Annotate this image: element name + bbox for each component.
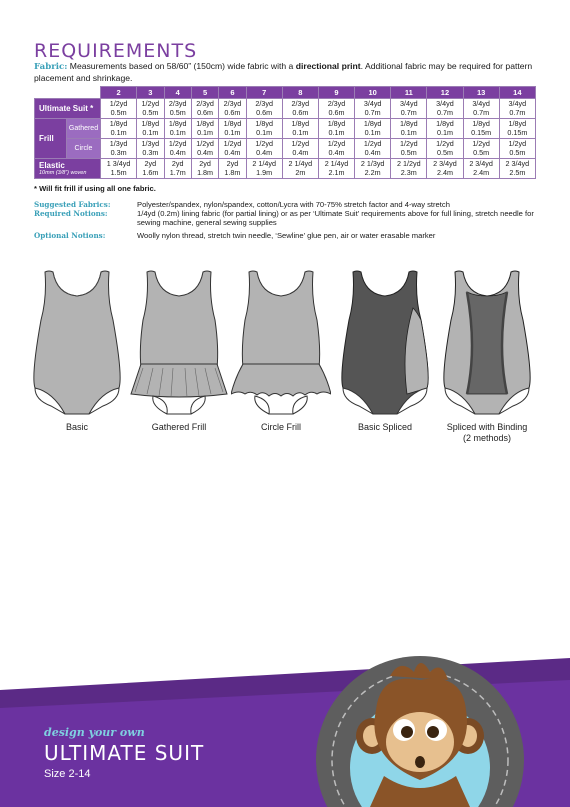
gathered-cell-size-14	[499, 119, 535, 139]
optional-notions-text: Woolly nylon thread, stretch twin needle, ‘Sewline’ glue pen, air or water erasable marker	[137, 231, 436, 240]
imperial-value: 3/4yd	[400, 99, 418, 108]
spliced-binding-illustration	[437, 268, 537, 418]
imperial-value: 1/3yd	[109, 139, 128, 148]
imperial-value: 1/8yd	[327, 119, 346, 128]
imperial-value: 1/2yd	[255, 139, 273, 148]
elastic-cell-size-11	[391, 159, 427, 179]
garment-spliced-binding	[437, 268, 537, 444]
gathered-frill-illustration	[129, 268, 229, 418]
label-spliced-binding	[437, 422, 537, 444]
size-header-5: 5	[191, 87, 218, 99]
ultimate-suit-row	[35, 99, 536, 119]
circle-cell-size-2	[101, 139, 137, 159]
size-header-12: 12	[427, 87, 463, 99]
fabric-label: Fabric:	[34, 62, 68, 72]
metric-value: 0.4m	[224, 147, 241, 157]
imperial-value: 1/2yd	[400, 139, 418, 148]
metric-value: 0.15m	[507, 127, 528, 137]
ultimate-cell-size-14	[499, 99, 535, 119]
metric-value: 0.1m	[110, 127, 127, 137]
metric-value: 1.6m	[142, 167, 159, 177]
ultimate-cell-size-11	[391, 99, 427, 119]
metric-value: 0.7m	[400, 107, 417, 117]
imperial-value: 2/3yd	[168, 99, 187, 108]
imperial-value: 2 3/4yd	[505, 159, 530, 168]
size-header-4: 4	[164, 87, 191, 99]
size-header-11: 11	[391, 87, 427, 99]
imperial-value: 1/2yd	[141, 99, 160, 108]
metric-value: 0.1m	[400, 127, 417, 137]
circle-cell-size-12	[427, 139, 463, 159]
banner-product-name: ULTIMATE SUIT	[44, 741, 205, 765]
metric-value: 0.7m	[509, 107, 526, 117]
imperial-value: 1/8yd	[168, 119, 187, 128]
metric-value: 0.4m	[364, 147, 381, 157]
imperial-value: 2/3yd	[327, 99, 346, 108]
elastic-cell-size-12	[427, 159, 463, 179]
frill-gathered-row	[35, 119, 536, 139]
ultimate-cell-size-9	[318, 99, 354, 119]
imperial-value: 2/3yd	[255, 99, 273, 108]
metric-value: 0.5m	[473, 147, 490, 157]
label-gathered-frill: Gathered Frill	[151, 422, 207, 432]
imperial-value: 1/2yd	[327, 139, 346, 148]
optional-notions-label: Optional Notions:	[34, 231, 106, 240]
garment-illustrations	[25, 268, 545, 458]
banner-size-range: Size 2-14	[44, 768, 91, 780]
imperial-value: 2 1/4yd	[324, 159, 349, 168]
elastic-label: Elastic	[39, 161, 65, 170]
size-header-3: 3	[137, 87, 164, 99]
page-title: REQUIREMENTS	[34, 40, 198, 62]
imperial-value: 2/3yd	[223, 99, 242, 108]
fabric-text-b: . Additional fabric may be required for pattern placement and shrinkage.	[34, 61, 533, 83]
imperial-value: 3/4yd	[363, 99, 382, 108]
circle-cell-size-13	[463, 139, 499, 159]
elastic-cell-size-4	[164, 159, 191, 179]
metric-value: 0.15m	[471, 127, 492, 137]
label-circle-frill: Circle Frill	[261, 422, 301, 432]
elastic-cell-size-5	[191, 159, 218, 179]
ultimate-cell-size-5	[191, 99, 218, 119]
imperial-value: 1/2yd	[363, 139, 382, 148]
label-spliced-binding-line2: (2 methods)	[462, 433, 512, 443]
imperial-value: 1/8yd	[291, 119, 310, 128]
size-header-8: 8	[282, 87, 318, 99]
metric-value: 0.5m	[400, 147, 417, 157]
metric-value: 0.1m	[364, 127, 381, 137]
required-notions-row	[34, 209, 537, 227]
size-header-13: 13	[463, 87, 499, 99]
metric-value: 2m	[295, 167, 306, 177]
metric-value: 0.4m	[292, 147, 309, 157]
basic-suit-illustration	[27, 268, 127, 418]
fabric-text-bold: directional print	[295, 61, 361, 71]
size-header-2: 2	[101, 87, 137, 99]
metric-value: 0.6m	[256, 107, 273, 117]
imperial-value: 1/8yd	[223, 119, 242, 128]
metric-value: 0.1m	[328, 127, 345, 137]
ultimate-cell-size-10	[355, 99, 391, 119]
gathered-cell-size-2	[101, 119, 137, 139]
ultimate-cell-size-6	[219, 99, 246, 119]
metric-value: 0.1m	[436, 127, 453, 137]
metric-value: 0.1m	[292, 127, 309, 137]
imperial-value: 2 1/4yd	[288, 159, 313, 168]
metric-value: 2.3m	[400, 167, 417, 177]
size-header-14: 14	[499, 87, 535, 99]
elastic-cell-size-2	[101, 159, 137, 179]
ultimate-cell-size-3	[137, 99, 164, 119]
metric-value: 1.8m	[197, 167, 214, 177]
imperial-value: 1/2yd	[223, 139, 242, 148]
gathered-cell-size-11	[391, 119, 427, 139]
circle-cell-size-11	[391, 139, 427, 159]
elastic-cell-size-8	[282, 159, 318, 179]
garment-circle-frill	[231, 268, 331, 433]
requirements-table	[34, 86, 536, 179]
suggested-fabrics-row	[34, 200, 537, 209]
imperial-value: 1/2yd	[436, 139, 454, 148]
metric-value: 0.1m	[224, 127, 241, 137]
gathered-cell-size-4	[164, 119, 191, 139]
gathered-cell-size-5	[191, 119, 218, 139]
metric-value: 0.6m	[328, 107, 345, 117]
imperial-value: 2yd	[199, 159, 211, 168]
elastic-sub-label: 10mm (3/8”) woven	[39, 170, 87, 176]
imperial-value: 1/2yd	[291, 139, 310, 148]
ultimate-cell-size-7	[246, 99, 282, 119]
circle-label: Circle	[67, 139, 101, 159]
imperial-value: 1/8yd	[196, 119, 214, 128]
imperial-value: 3/4yd	[436, 99, 454, 108]
ultimate-cell-size-8	[282, 99, 318, 119]
garment-gathered-frill	[129, 268, 229, 433]
circle-cell-size-4	[164, 139, 191, 159]
metric-value: 0.4m	[169, 147, 186, 157]
imperial-value: 2 3/4yd	[469, 159, 493, 168]
metric-value: 0.1m	[142, 127, 159, 137]
imperial-value: 1/8yd	[508, 119, 527, 128]
metric-value: 0.7m	[364, 107, 381, 117]
metric-value: 1.7m	[169, 167, 186, 177]
metric-value: 0.3m	[142, 147, 159, 157]
metric-value: 0.5m	[110, 107, 127, 117]
metric-value: 0.5m	[169, 107, 186, 117]
metric-value: 0.1m	[197, 127, 214, 137]
metric-value: 1.5m	[110, 167, 127, 177]
imperial-value: 1 3/4yd	[106, 159, 131, 168]
metric-value: 0.4m	[197, 147, 214, 157]
circle-cell-size-14	[499, 139, 535, 159]
circle-cell-size-3	[137, 139, 164, 159]
gathered-cell-size-6	[219, 119, 246, 139]
metric-value: 1.9m	[256, 167, 273, 177]
circle-cell-size-10	[355, 139, 391, 159]
size-header-7: 7	[246, 87, 282, 99]
garment-basic	[27, 268, 127, 433]
label-basic-spliced: Basic Spliced	[357, 422, 413, 432]
elastic-cell-size-6	[219, 159, 246, 179]
imperial-value: 1/8yd	[400, 119, 418, 128]
imperial-value: 2yd	[144, 159, 157, 168]
label-spliced-binding-line1: Spliced with Binding	[446, 422, 528, 432]
ultimate-suit-label: Ultimate Suit *	[35, 99, 101, 119]
ultimate-cell-size-13	[463, 99, 499, 119]
required-notions-label: Required Notions:	[34, 209, 108, 218]
elastic-cell-size-9	[318, 159, 354, 179]
metric-value: 0.7m	[473, 107, 490, 117]
imperial-value: 3/4yd	[472, 99, 490, 108]
metric-value: 0.4m	[256, 147, 273, 157]
imperial-value: 2yd	[171, 159, 184, 168]
table-footnote: * Will fit frill if using all one fabric.	[34, 184, 156, 193]
circle-cell-size-6	[219, 139, 246, 159]
frill-circle-row	[35, 139, 536, 159]
imperial-value: 1/8yd	[363, 119, 382, 128]
metric-value: 2.2m	[364, 167, 381, 177]
size-header-10: 10	[355, 87, 391, 99]
fabric-text-a: Measurements based on 58/60” (150cm) wide fabric with a	[67, 61, 296, 71]
gathered-cell-size-8	[282, 119, 318, 139]
table-corner	[35, 87, 101, 99]
imperial-value: 2 1/2yd	[397, 159, 421, 168]
gathered-cell-size-10	[355, 119, 391, 139]
metric-value: 0.6m	[292, 107, 309, 117]
imperial-value: 1/8yd	[109, 119, 128, 128]
metric-value: 0.5m	[509, 147, 526, 157]
imperial-value: 1/3yd	[141, 139, 160, 148]
metric-value: 2.4m	[473, 167, 490, 177]
imperial-value: 1/2yd	[196, 139, 214, 148]
imperial-value: 2 1/3yd	[360, 159, 385, 168]
metric-value: 2.1m	[328, 167, 345, 177]
imperial-value: 2/3yd	[291, 99, 310, 108]
garment-basic-spliced	[335, 268, 435, 433]
size-header-row	[35, 87, 536, 99]
elastic-cell-size-3	[137, 159, 164, 179]
imperial-value: 1/2yd	[109, 99, 128, 108]
suggested-fabrics-text: Polyester/spandex, nylon/spandex, cotton/Lycra with 70-75% stretch factor and 4-way stretch	[137, 200, 450, 209]
imperial-value: 1/2yd	[472, 139, 490, 148]
elastic-cell-size-13	[463, 159, 499, 179]
notes-section	[34, 200, 537, 240]
size-header-6: 6	[219, 87, 246, 99]
elastic-cell-size-14	[499, 159, 535, 179]
imperial-value: 1/8yd	[255, 119, 273, 128]
imperial-value: 1/8yd	[472, 119, 490, 128]
elastic-cell-size-10	[355, 159, 391, 179]
basic-spliced-illustration	[335, 268, 435, 418]
imperial-value: 2yd	[226, 159, 239, 168]
imperial-value: 2 1/4yd	[252, 159, 276, 168]
elastic-label-cell	[35, 159, 101, 179]
metric-value: 0.1m	[256, 127, 273, 137]
metric-value: 0.1m	[169, 127, 186, 137]
optional-notions-row	[34, 231, 537, 240]
circle-cell-size-9	[318, 139, 354, 159]
metric-value: 1.8m	[224, 167, 241, 177]
imperial-value: 1/2yd	[168, 139, 187, 148]
circle-frill-illustration	[231, 268, 331, 418]
circle-cell-size-8	[282, 139, 318, 159]
metric-value: 0.4m	[328, 147, 345, 157]
imperial-value: 1/2yd	[508, 139, 527, 148]
required-notions-text: 1/4yd (0.2m) lining fabric (for partial lining) or as per ‘Ultimate Suit’ requirements above for full lining, stretch needle for sewing machine, general sewing supplies	[137, 209, 534, 227]
gathered-cell-size-9	[318, 119, 354, 139]
ultimate-cell-size-4	[164, 99, 191, 119]
metric-value: 0.5m	[142, 107, 159, 117]
gathered-cell-size-12	[427, 119, 463, 139]
suggested-fabrics-label: Suggested Fabrics:	[34, 200, 111, 209]
ultimate-cell-size-2	[101, 99, 137, 119]
ultimate-cell-size-12	[427, 99, 463, 119]
imperial-value: 3/4yd	[508, 99, 527, 108]
gathered-cell-size-3	[137, 119, 164, 139]
circle-cell-size-5	[191, 139, 218, 159]
imperial-value: 1/8yd	[436, 119, 454, 128]
fabric-note	[34, 61, 534, 84]
gathered-label: Gathered	[67, 119, 101, 139]
metric-value: 0.6m	[197, 107, 214, 117]
metric-value: 2.5m	[509, 167, 526, 177]
gathered-cell-size-7	[246, 119, 282, 139]
metric-value: 2.4m	[436, 167, 453, 177]
frill-label: Frill	[35, 119, 67, 159]
metric-value: 0.7m	[436, 107, 453, 117]
imperial-value: 2/3yd	[196, 99, 214, 108]
banner-tagline: design your own	[44, 726, 145, 739]
circle-cell-size-7	[246, 139, 282, 159]
elastic-cell-size-7	[246, 159, 282, 179]
gathered-cell-size-13	[463, 119, 499, 139]
imperial-value: 2 3/4yd	[433, 159, 457, 168]
label-basic: Basic	[65, 422, 88, 432]
imperial-value: 1/8yd	[141, 119, 160, 128]
metric-value: 0.3m	[110, 147, 127, 157]
size-header-9: 9	[318, 87, 354, 99]
metric-value: 0.6m	[224, 107, 241, 117]
metric-value: 0.5m	[436, 147, 453, 157]
elastic-row	[35, 159, 536, 179]
